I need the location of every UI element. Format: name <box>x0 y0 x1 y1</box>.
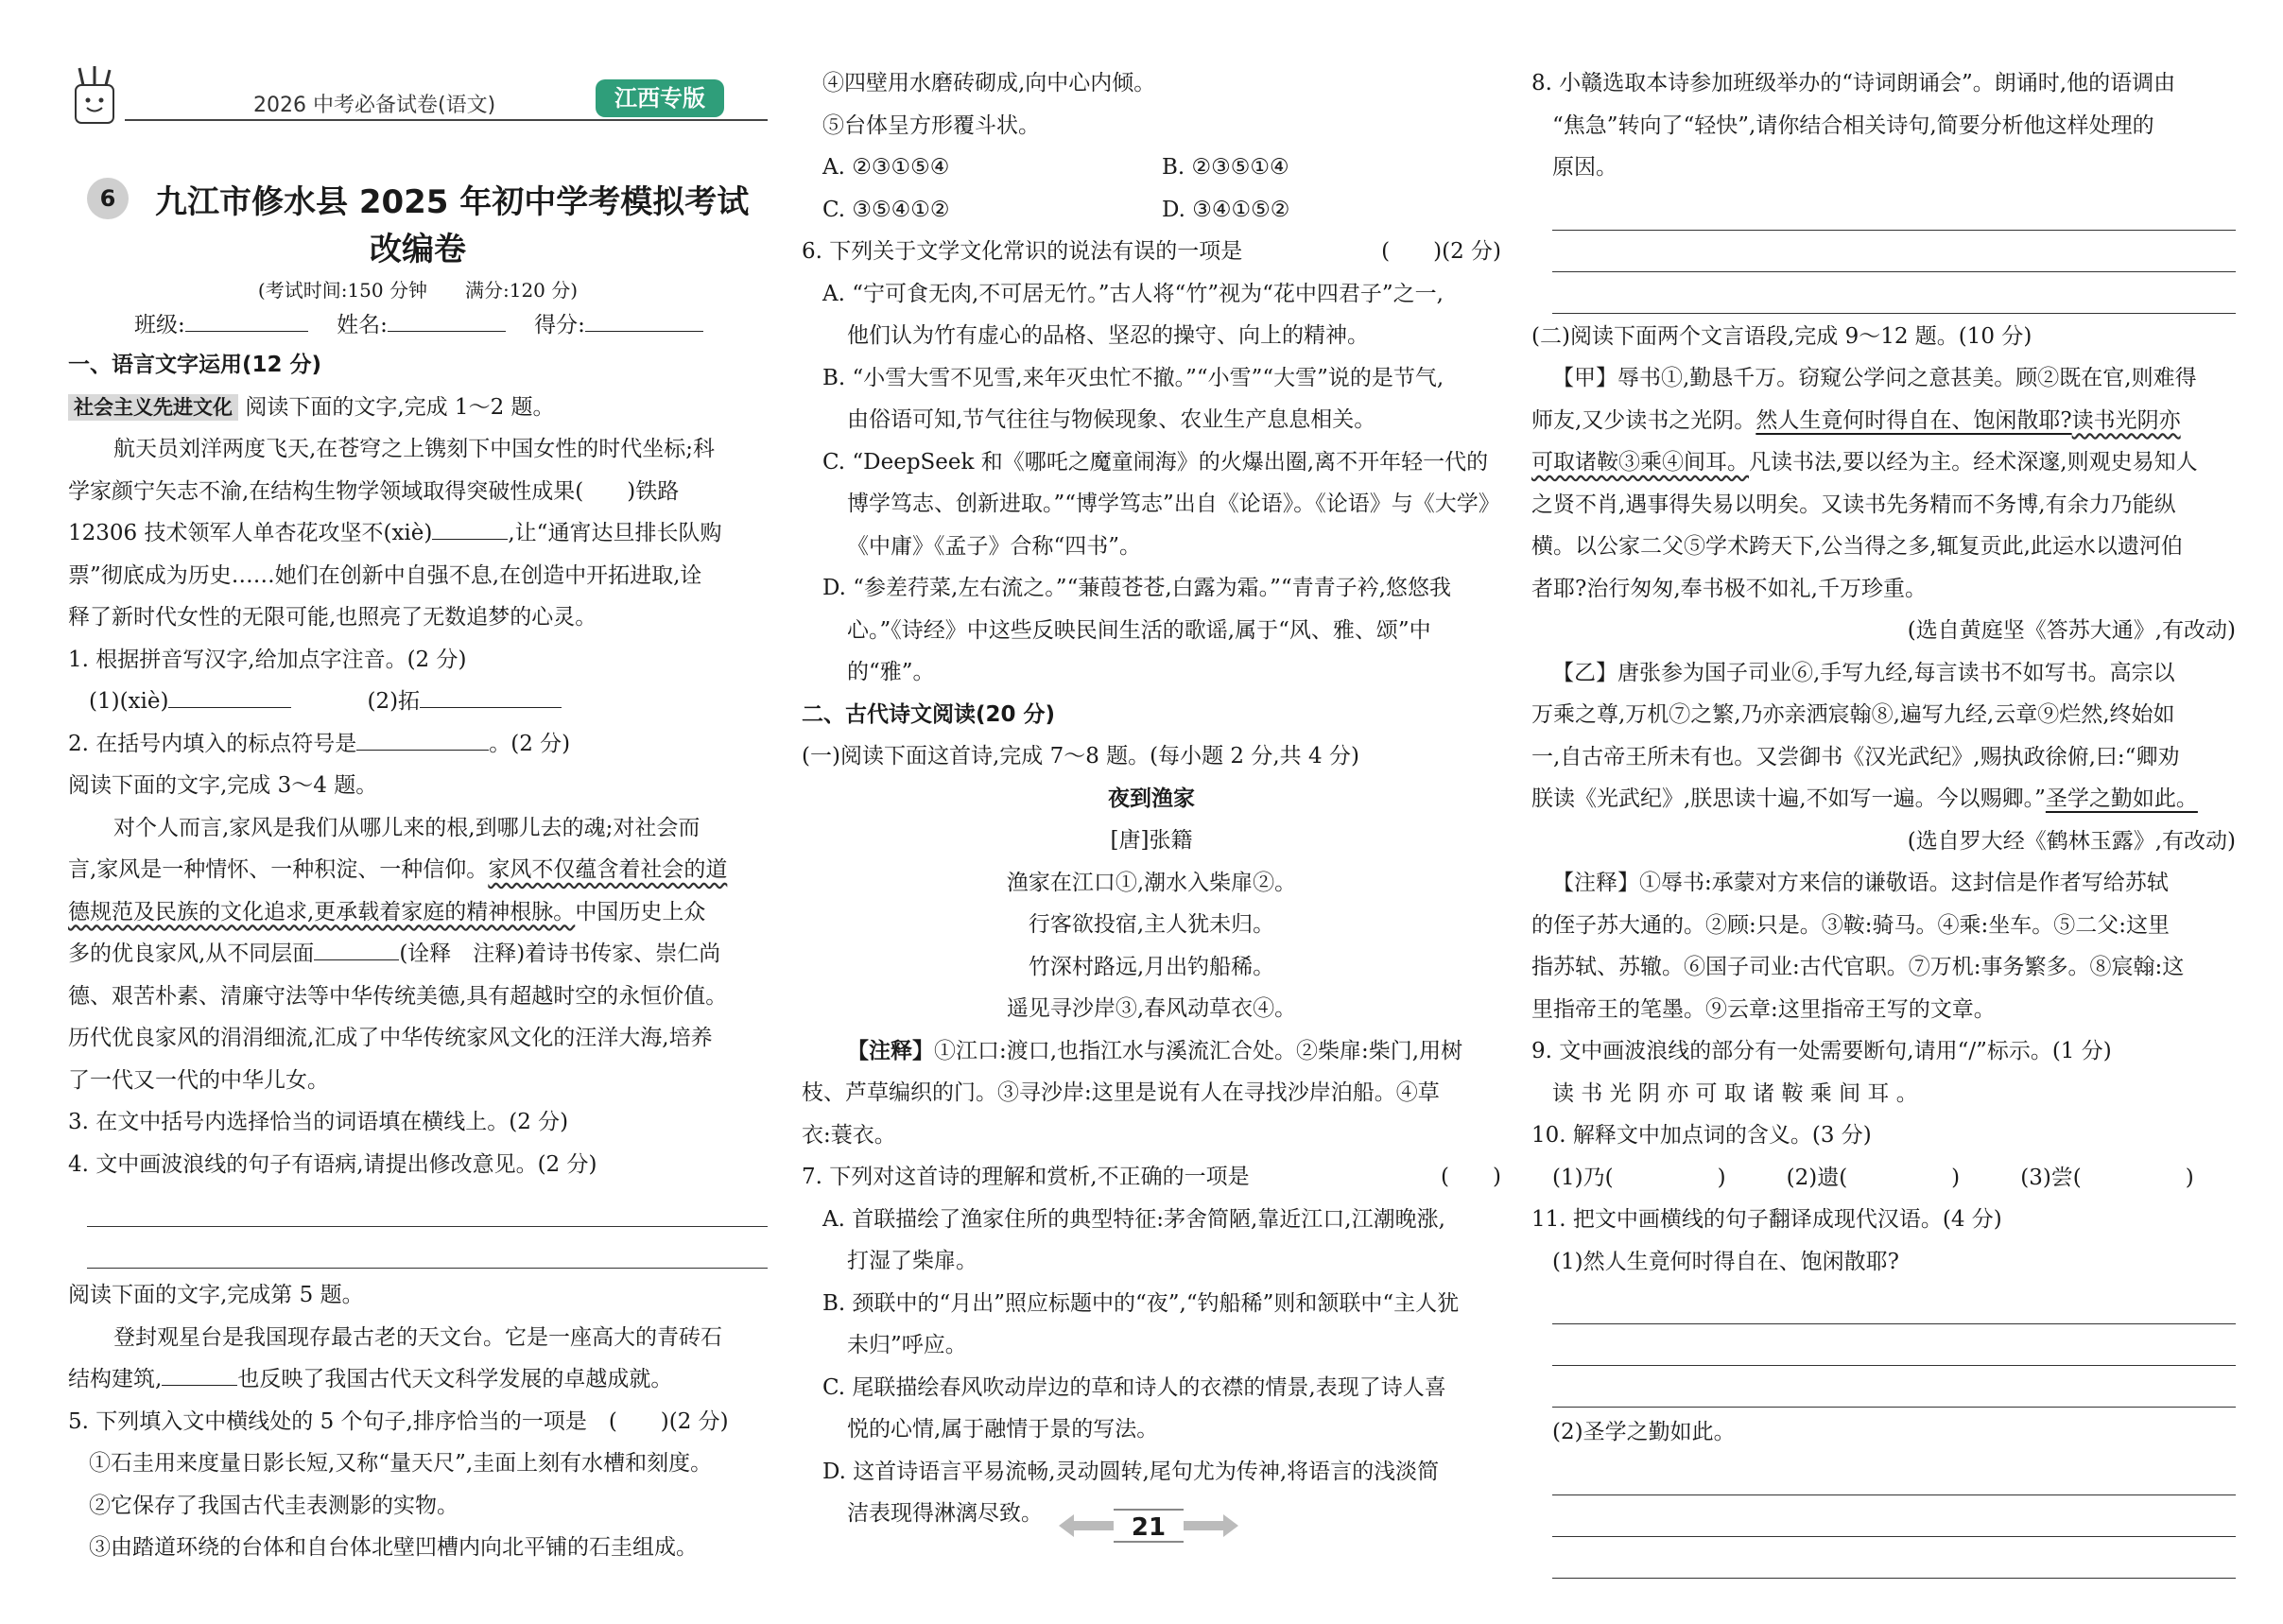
option-line: D. “参差荇菜,左右流之。”“蒹葭苍苍,白露为霜。”“青青子衿,悠悠我 <box>822 576 1451 600</box>
answer-blank[interactable] <box>356 726 489 751</box>
name-field[interactable] <box>388 307 506 332</box>
page-header <box>68 64 768 130</box>
answer-line[interactable] <box>1552 1324 2236 1366</box>
question-9: 9. 文中画波浪线的部分有一处需要断句,请用“/”标示。(1 分) <box>1531 1039 2112 1063</box>
header-rule <box>125 119 768 121</box>
sentence-option: ⑤台体呈方形覆斗状。 <box>822 112 1040 138</box>
question-6: 6. 下列关于文学文化常识的说法有误的一项是 ( )(2 分) <box>802 239 1501 264</box>
edition-badge: 江西专版 <box>596 79 724 117</box>
option-line: 打湿了柴扉。 <box>847 1249 977 1273</box>
theme-tag: 社会主义先进文化 <box>68 394 238 421</box>
question-10: 10. 解释文中加点词的含义。(3 分) <box>1531 1123 1872 1148</box>
question-4: 4. 文中画波浪线的句子有语病,请提出修改意见。(2 分) <box>68 1151 597 1177</box>
classical-note: 里指帝王的笔墨。⑨云章:这里指帝王写的文章。 <box>1531 996 1996 1022</box>
question-1-answers: (1)(xiè) (2)拓 <box>68 681 768 723</box>
passage-2-line: 对个人而言,家风是我们从哪儿来的根,到哪儿去的魂;对社会而 <box>113 815 700 840</box>
choice-row <box>802 147 1501 189</box>
passage-2-line: 历代优良家风的涓涓细流,汇成了中华传统家风文化的汪洋大海,培养 <box>68 1026 713 1050</box>
section-heading-2: 二、古代诗文阅读(20 分) <box>802 701 1056 727</box>
passage-3-line: 登封观星台是我国现存最古老的天文台。它是一座高大的青砖石 <box>113 1324 722 1350</box>
intro-1: 社会主义先进文化 阅读下面的文字,完成 1～2 题。 <box>68 387 768 429</box>
option-line: C. 尾联描绘春风吹动岸边的草和诗人的衣襟的情景,表现了诗人喜 <box>822 1374 1446 1400</box>
paper-title: 九江市修水县 2025 年初中学考模拟考试 <box>155 183 750 221</box>
header-title: 2026 中考必备试卷(语文) <box>253 94 496 117</box>
question-5: 5. 下列填入文中横线处的 5 个句子,排序恰当的一项是 ( )(2 分) <box>68 1408 729 1434</box>
classical-text-jia: 横。以公家二父⑤学术跨天下,公当得之多,辄复贡此,此运水以遗河伯 <box>1531 534 2183 559</box>
sentence-option: ①石圭用来度量日影长短,又称“量天尺”,圭面上刻有水槽和刻度。 <box>89 1451 713 1476</box>
question-11-2: (2)圣学之勤如此。 <box>1552 1420 1736 1444</box>
paper-subtitle: 改编卷 <box>370 231 466 268</box>
sentence-option: ②它保存了我国古代圭表测影的实物。 <box>89 1493 458 1518</box>
classical-note: 的侄子苏大通的。②顾:只是。③鞍:骑马。④乘:坐车。⑤二父:这里 <box>1531 912 2170 938</box>
poem-line: 竹深村路远,月出钓船稀。 <box>1028 954 1275 979</box>
classical-text-jia: 师友,又少读书之光阴。然人生竟何时得自在、饱闲散耶?读书光阴亦 <box>1531 407 2181 433</box>
source-citation: (选自罗大经《鹤林玉露》,有改动) <box>1907 828 2236 854</box>
passage-2-line: 了一代又一代的中华儿女。 <box>68 1067 329 1093</box>
question-3: 3. 在文中括号内选择恰当的词语填在横线上。(2 分) <box>68 1110 569 1134</box>
passage-2-line: 德规范及民族的文化追求,更承载着家庭的精神根脉。中国历史上众 <box>68 899 706 924</box>
answer-line[interactable] <box>1552 231 2236 272</box>
question-8: 8. 小赣选取本诗参加班级举办的“诗词朗诵会”。朗诵时,他的语调由 <box>1531 71 2176 95</box>
poem-title: 夜到渔家 <box>1108 786 1195 811</box>
classical-text-yi: 一,自古帝王所未有也。又尝御书《汉光武纪》,赐执政徐俯,曰:“卿劝 <box>1531 744 2180 769</box>
option-line: D. 这首诗语言平易流畅,灵动圆转,尾句尤为传神,将语言的浅淡简 <box>822 1459 1440 1484</box>
class-label: 班级: <box>134 313 185 337</box>
choice-c[interactable]: C. ③⑤④①② <box>822 197 950 222</box>
sentence-option: ④四壁用水磨砖砌成,向中心内倾。 <box>822 71 1156 95</box>
question-11-1: (1)然人生竟何时得自在、饱闲散耶? <box>1552 1249 1899 1274</box>
option-line: 博学笃志、创新进取。”“博学笃志”出自《论语》。《论语》与《大学》 <box>847 492 1500 516</box>
option-line: A. 首联描绘了渔家住所的典型特征:茅舍简陋,靠近江口,江潮晚涨, <box>822 1206 1445 1232</box>
poem-line: 行客欲投宿,主人犹未归。 <box>1028 912 1275 937</box>
question-7: 7. 下列对这首诗的理解和赏析,不正确的一项是 ( ) <box>802 1165 1501 1189</box>
column-right <box>1531 62 2236 1579</box>
answer-line[interactable] <box>1552 272 2236 314</box>
passage-2-line: 言,家风是一种情怀、一种积淀、一种信仰。家风不仅蕴含着社会的道 <box>68 857 728 882</box>
score-label: 得分: <box>534 313 585 337</box>
subsection-heading: (一)阅读下面这首诗,完成 7～8 题。(每小题 2 分,共 4 分) <box>802 744 1359 769</box>
fill-blank[interactable] <box>162 1361 237 1386</box>
exam-meta: (考试时间:150 分钟 满分:120 分) <box>257 279 579 302</box>
choice-a[interactable]: A. ②③①⑤④ <box>822 155 950 180</box>
classical-text-jia: 之贤不肖,遇事得失易以明矣。又读书先务精而不务博,有余力乃能纵 <box>1531 492 2176 517</box>
intro-2: 阅读下面的文字,完成 3～4 题。 <box>68 773 378 798</box>
classical-text-jia: 者耶?治行匆匆,奉书极不如礼,千万珍重。 <box>1531 576 1927 601</box>
passage-2-line: 德、艰苦朴素、清廉守法等中华传统美德,具有超越时空的永恒价值。 <box>68 983 728 1009</box>
passage-1-line: 12306 技术领军人单杏花攻坚不(xiè) ,让“通宵达旦排长队购 <box>68 512 768 555</box>
answer-line[interactable] <box>1552 189 2236 231</box>
right-arrow-icon <box>1184 1512 1238 1539</box>
column-left <box>68 274 768 1569</box>
subsection-heading: (二)阅读下面两个文言语段,完成 9～12 题。(10 分) <box>1531 323 2032 349</box>
answer-line[interactable] <box>87 1227 768 1269</box>
option-line: 洁表现得淋漓尽致。 <box>847 1501 1043 1526</box>
pencil-cup-logo-icon <box>68 64 121 125</box>
classical-text-yi: 朕读《光武纪》,朕思读十遍,不如写一遍。今以赐卿。”圣学之勤如此。 <box>1531 786 2198 811</box>
passage-2-line: 多的优良家风,从不同层面 (诠释 注释)着诗书传家、崇仁尚 <box>68 933 768 976</box>
answer-line[interactable] <box>1552 1495 2236 1537</box>
question-2: 2. 在括号内填入的标点符号是 。(2 分) <box>68 723 768 766</box>
name-label: 姓名: <box>337 313 388 337</box>
answer-line[interactable] <box>1552 1283 2236 1324</box>
option-line: 未归”呼应。 <box>847 1333 967 1357</box>
classical-note: 指苏轼、苏辙。⑥国子司业:古代官职。⑦万机:事务繁多。⑧宸翰:这 <box>1531 955 2185 979</box>
classical-note: 【注释】①辱书:承蒙对方来信的谦敬语。这封信是作者写给苏轼 <box>1552 871 2169 895</box>
poem-line: 渔家在江口①,潮水入柴扉②。 <box>1006 870 1297 895</box>
section-heading-1: 一、语言文字运用(12 分) <box>68 353 322 377</box>
classical-text-jia: 【甲】辱书①,勤恳千万。窃窥公学问之意甚美。顾②既在官,则难得 <box>1552 366 2197 390</box>
poem-note: 衣:蓑衣。 <box>802 1122 896 1148</box>
question-8: 原因。 <box>1552 155 1617 180</box>
answer-blank[interactable] <box>168 683 291 708</box>
poem-note: 枝、芦草编织的门。③寻沙岸:这里是说有人在寻找沙岸泊船。④草 <box>802 1080 1440 1105</box>
paper-number-badge: 6 <box>87 178 129 219</box>
left-arrow-icon <box>1059 1512 1114 1539</box>
page-number: 21 <box>1114 1509 1184 1543</box>
option-line: C. “DeepSeek 和《哪吒之魔童闹海》的火爆出圈,离不开年轻一代的 <box>822 449 1489 475</box>
option-line: 的“雅”。 <box>847 660 935 684</box>
fill-blank[interactable] <box>314 936 399 960</box>
page-footer <box>1059 1509 1238 1543</box>
question-11: 11. 把文中画横线的句子翻译成现代汉语。(4 分) <box>1531 1207 2002 1232</box>
passage-3-line: 结构建筑, 也反映了我国古代天文科学发展的卓越成就。 <box>68 1358 768 1401</box>
question-9-text: 读 书 光 阴 亦 可 取 诸 鞍 乘 间 耳 。 <box>1552 1080 1918 1106</box>
poem-author: [唐]张籍 <box>1110 828 1193 853</box>
classical-text-yi: 【乙】唐张参为国子司业⑥,手写九经,每言读书不如写书。高宗以 <box>1552 660 2175 685</box>
choice-row <box>802 189 1501 232</box>
student-info-row <box>68 306 768 344</box>
passage-1-line: 学家颜宁矢志不渝,在结构生物学领域取得突破性成果( )铁路 <box>68 478 680 504</box>
answer-line[interactable] <box>87 1185 768 1227</box>
fill-blank[interactable] <box>432 515 508 540</box>
answer-line[interactable] <box>1552 1454 2236 1495</box>
choice-d[interactable]: D. ③④①⑤② <box>1162 197 1290 222</box>
option-line: 《中庸》《孟子》合称“四书”。 <box>847 533 1142 559</box>
option-line: 悦的心情,属于融情于景的写法。 <box>847 1417 1159 1442</box>
column-middle <box>802 62 1501 1535</box>
option-line: B. “小雪大雪不见雪,来年灭虫忙不撤。”“小雪”“大雪”说的是节气, <box>822 365 1444 390</box>
passage-1-line: 释了新时代女性的无限可能,也照亮了无数追梦的心灵。 <box>68 605 597 630</box>
score-field[interactable] <box>585 307 703 332</box>
poem-note: 【注释】①江口:渡口,也指江水与溪流汇合处。②柴扉:柴门,用树 <box>847 1038 1463 1063</box>
question-1: 1. 根据拼音写汉字,给加点字注音。(2 分) <box>68 647 467 672</box>
classical-text-yi: 万乘之尊,万机⑦之繁,乃亦亲洒宸翰⑧,遍写九经,云章⑨烂然,终始如 <box>1531 702 2175 727</box>
question-10-answers: (1)乃( ) (2)遗( ) (3)尝( ) <box>1552 1165 2194 1190</box>
answer-blank[interactable] <box>420 683 562 708</box>
sentence-option: ③由踏道环绕的台体和自台体北壁凹槽内向北平铺的石圭组成。 <box>89 1535 698 1560</box>
option-line: A. “宁可食无肉,不可居无竹。”古人将“竹”视为“花中四君子”之一, <box>822 281 1444 306</box>
question-8: “焦急”转向了“轻快”,请你结合相关诗句,简要分析他这样处理的 <box>1552 112 2154 138</box>
class-field[interactable] <box>185 307 308 332</box>
answer-line[interactable] <box>1552 1366 2236 1408</box>
passage-1-line: 票”彻底成为历史……她们在创新中自强不息,在创造中开拓进取,诠 <box>68 562 702 588</box>
option-line: 由俗语可知,节气往往与物候现象、农业生产息息相关。 <box>847 407 1376 432</box>
passage-1-line: 航天员刘洋两度飞天,在苍穹之上镌刻下中国女性的时代坐标;科 <box>113 437 716 461</box>
classical-text-jia: 可取诸鞍③乘④间耳。凡读书法,要以经为主。经术深邃,则观史易知人 <box>1531 450 2198 475</box>
choice-b[interactable]: B. ②③⑤①④ <box>1162 155 1289 180</box>
option-line: 他们认为竹有虚心的品格、坚忍的操守、向上的精神。 <box>847 323 1369 348</box>
intro-3: 阅读下面的文字,完成第 5 题。 <box>68 1283 364 1307</box>
poem-line: 遥见寻沙岸③,春风动草衣④。 <box>1006 996 1297 1021</box>
source-citation: (选自黄庭坚《答苏大通》,有改动) <box>1907 618 2236 643</box>
option-line: B. 颈联中的“月出”照应标题中的“夜”,“钓船稀”则和颔联中“主人犹 <box>822 1290 1460 1316</box>
option-line: 心。”《诗经》中这些反映民间生活的歌谣,属于“风、雅、颂”中 <box>847 617 1431 643</box>
answer-line[interactable] <box>1552 1537 2236 1579</box>
